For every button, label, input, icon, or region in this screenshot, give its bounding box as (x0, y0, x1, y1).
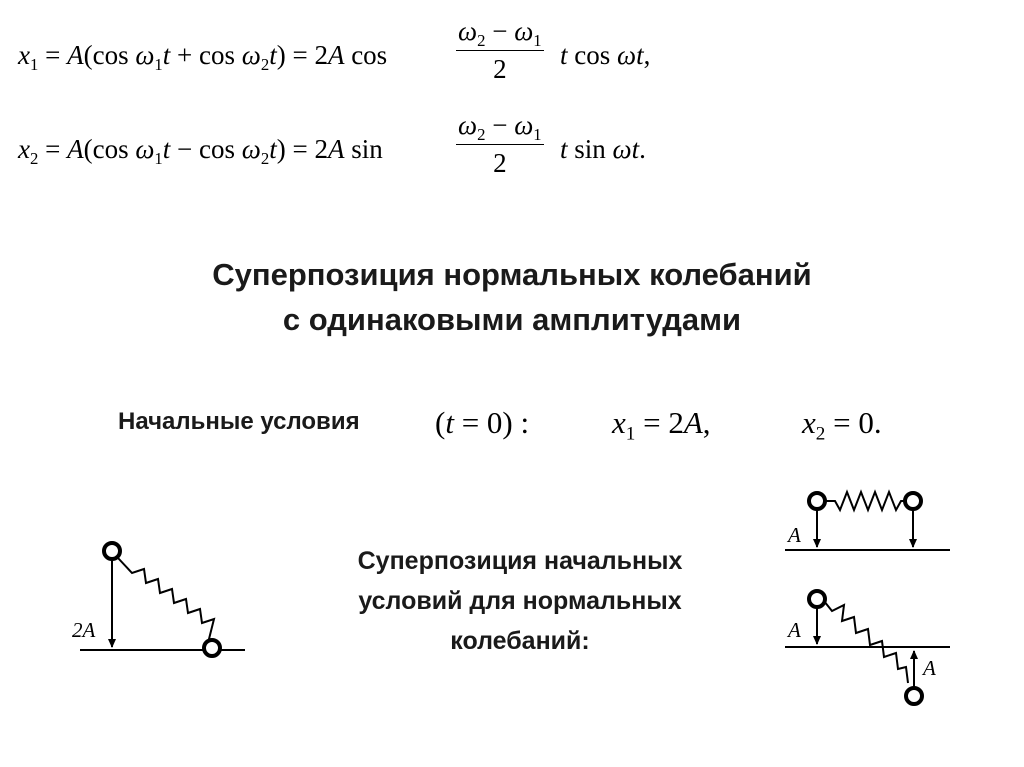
equation-1-fraction-numerator: $\omega_2 - \omega_1$ (458, 16, 542, 50)
mass-bottom (204, 640, 220, 656)
condition-x1: $x_1 = 2A$, (612, 405, 711, 445)
mass-right (905, 493, 921, 509)
condition-x2: $x_2 = 0$. (802, 405, 882, 445)
equation-2-fraction-denominator: 2 (493, 148, 507, 178)
equation-2-tail: t sin ωt. (560, 134, 646, 164)
spring-zigzag (825, 492, 906, 510)
superposition-line-3: колебаний: (450, 627, 590, 655)
initial-conditions-label: Начальные условия (118, 408, 360, 435)
equation-2-fraction-numerator: $\omega_2 - \omega_1$ (458, 110, 542, 144)
superposition-line-1: Суперпозиция начальных (357, 547, 683, 575)
bottom-right-diagram-label-left: A (788, 618, 801, 642)
mass-right (906, 688, 922, 704)
equation-2-lhs: $x_2 = A(\cos$ $\omega_1t - \cos \omega_2t) = 2A$ sin (18, 134, 383, 168)
bottom-right-spring-diagram (780, 585, 955, 725)
equation-1-fraction-denominator: 2 (493, 54, 507, 84)
spring-zigzag (824, 601, 908, 683)
superposition-line-2: условий для нормальных (358, 587, 682, 615)
spring-zigzag (118, 558, 214, 643)
equation-1-lhs: $x_1 = A(\cos$ $\omega_1t + \cos \omega_2t) = 2A$ cos (18, 40, 388, 74)
top-right-spring-diagram (780, 484, 955, 559)
condition-time: (t = 0) : (435, 405, 530, 440)
superposition-heading (300, 541, 740, 661)
left-diagram-label: 2A (72, 618, 96, 642)
mass-left (809, 493, 825, 509)
equation-1-fraction (456, 14, 544, 87)
bottom-right-diagram-label-right: A (923, 656, 936, 680)
top-right-diagram-label: A (788, 523, 801, 547)
left-spring-diagram (60, 535, 260, 670)
main-heading-line-2: с одинаковыми амплитудами (282, 302, 742, 337)
main-heading-line-1: Суперпозиция нормальных колебаний (212, 257, 812, 292)
mass-left (809, 591, 825, 607)
mass-top (104, 543, 120, 559)
equation-2-fraction (456, 108, 544, 181)
main-heading (0, 252, 1024, 342)
equation-1-tail: t cos ωt, (560, 40, 651, 70)
